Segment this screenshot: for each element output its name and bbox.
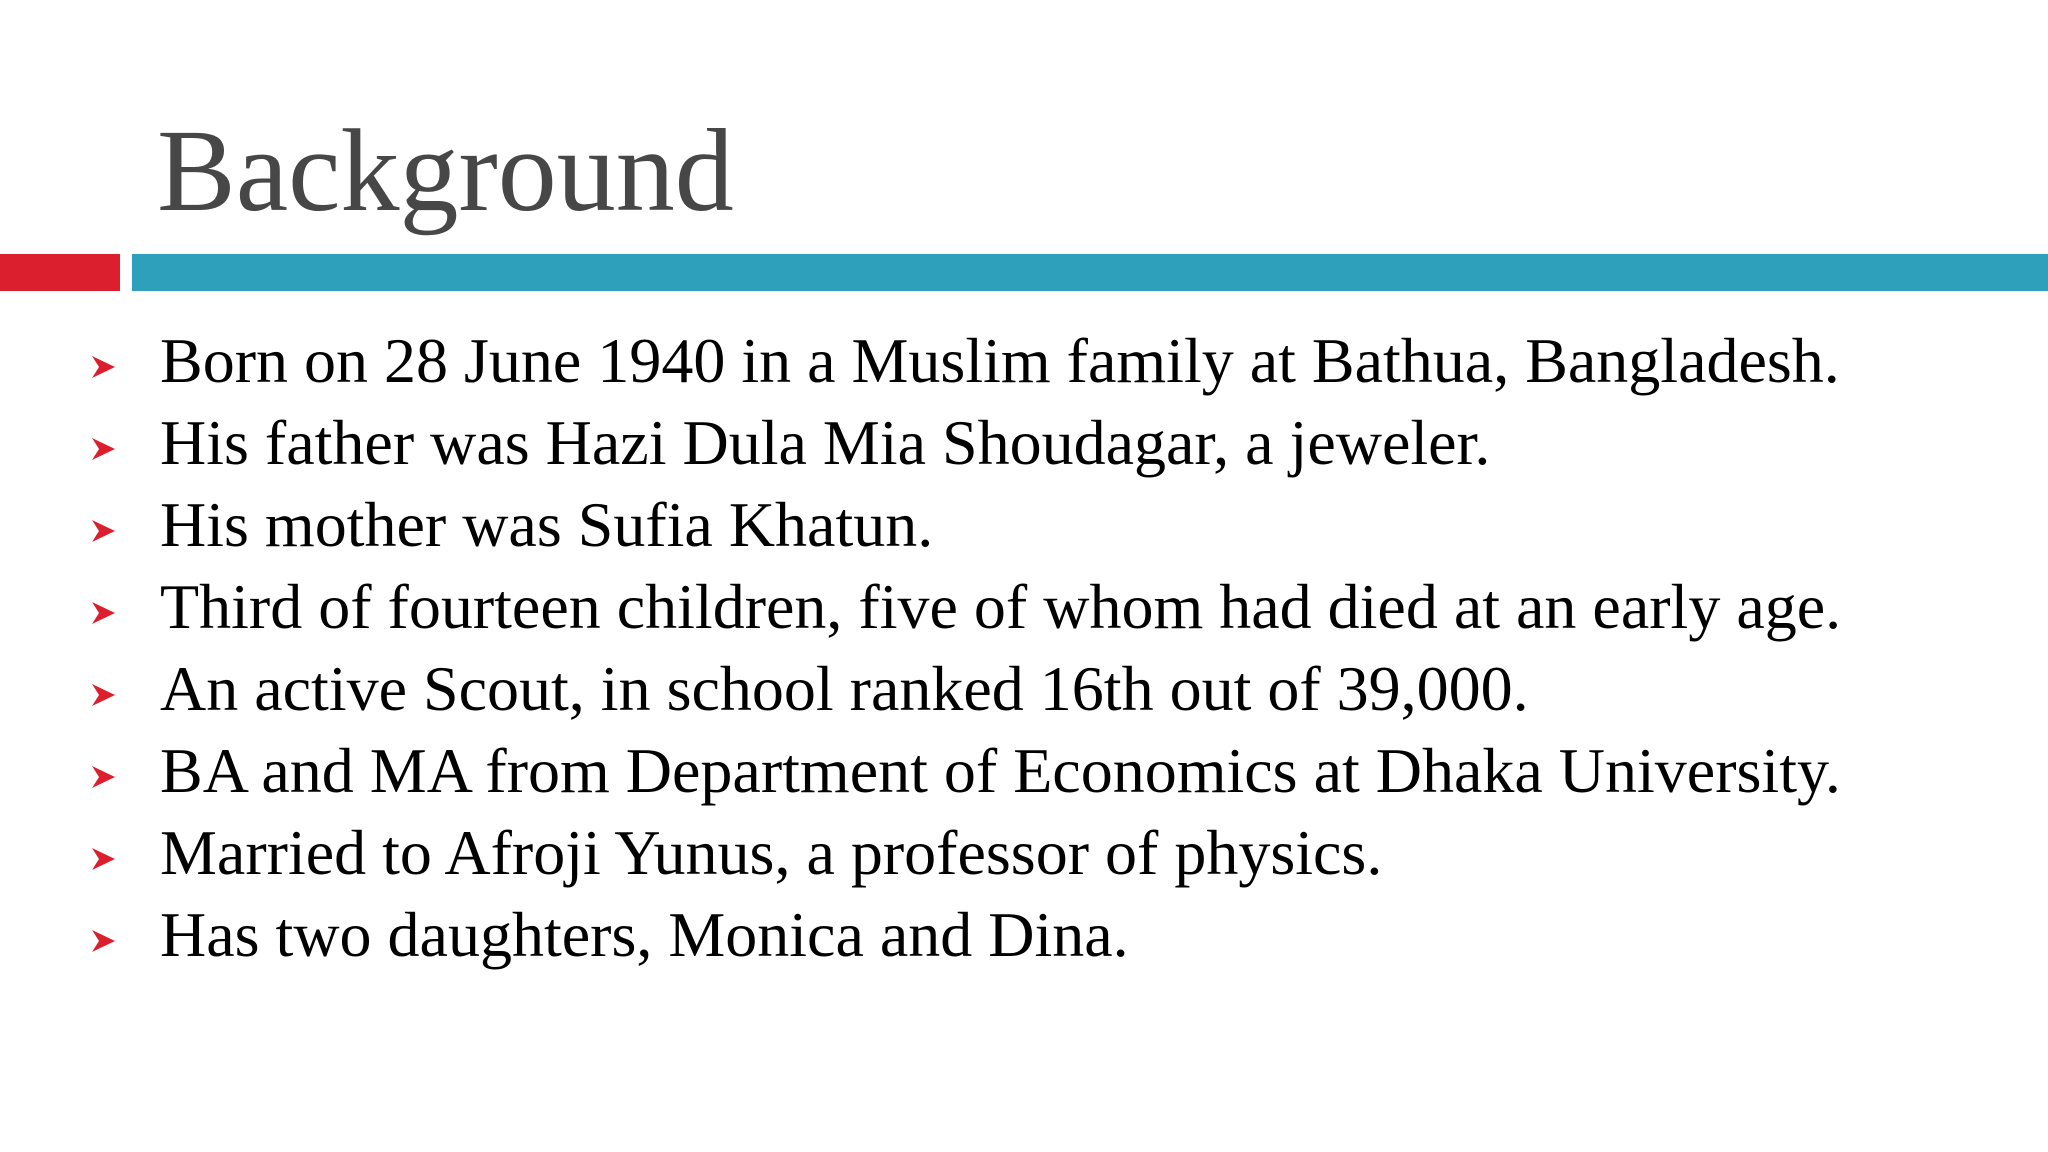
arrowhead-bullet-icon bbox=[88, 762, 118, 792]
arrowhead-bullet-icon bbox=[88, 844, 118, 874]
bullet-text: His father was Hazi Dula Mia Shoudagar, a jeweler. bbox=[160, 407, 1491, 478]
arrowhead-bullet-icon bbox=[88, 926, 118, 956]
accent-bar-blue bbox=[132, 254, 2048, 291]
bullet-text: His mother was Sufia Khatun. bbox=[160, 489, 934, 560]
bullet-text: BA and MA from Department of Economics at Dhaka University. bbox=[160, 735, 1841, 806]
arrowhead-bullet-icon bbox=[88, 352, 118, 382]
slide-title: Background bbox=[157, 105, 734, 236]
arrowhead-bullet-icon bbox=[88, 434, 118, 464]
bullet-text: An active Scout, in school ranked 16th out of 39,000. bbox=[160, 653, 1529, 724]
arrowhead-bullet-icon bbox=[88, 680, 118, 710]
arrowhead-bullet-icon bbox=[88, 516, 118, 546]
accent-bar-red bbox=[0, 254, 120, 291]
bullet-text: Married to Afroji Yunus, a professor of physics. bbox=[160, 817, 1383, 888]
arrowhead-bullet-icon bbox=[88, 598, 118, 628]
bullet-text: Third of fourteen children, five of whom had died at an early age. bbox=[160, 571, 1842, 642]
bullet-text: Has two daughters, Monica and Dina. bbox=[160, 899, 1129, 970]
bullet-text: Born on 28 June 1940 in a Muslim family at Bathua, Bangladesh. bbox=[160, 325, 1840, 396]
